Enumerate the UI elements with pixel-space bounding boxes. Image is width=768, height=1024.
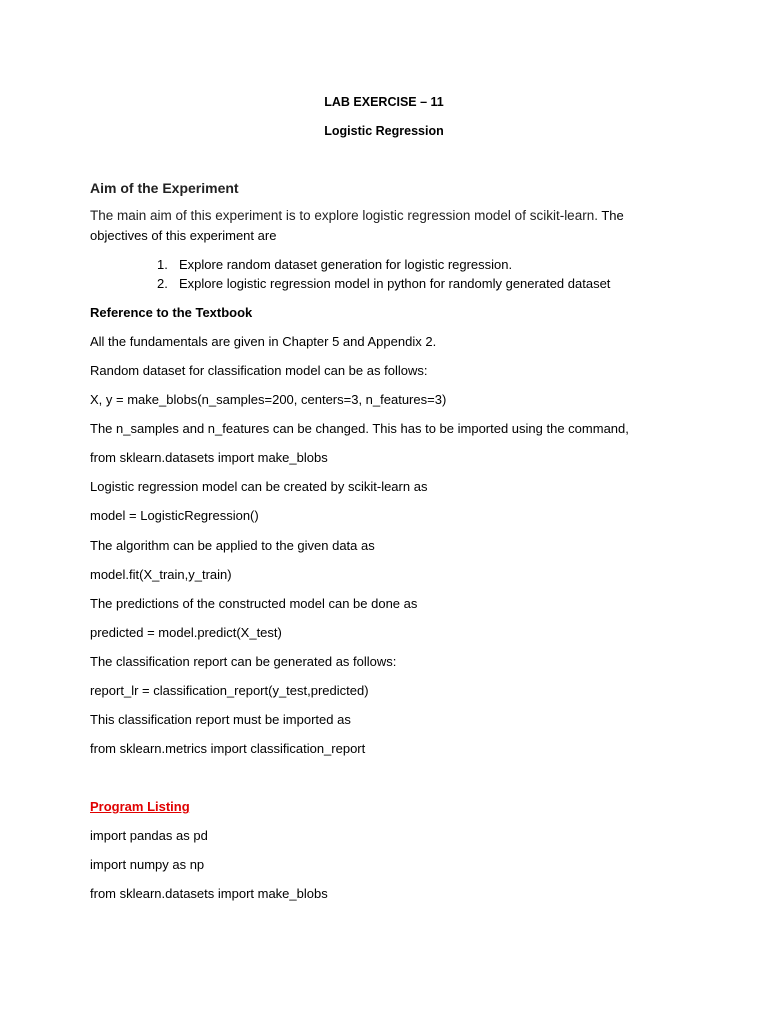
reference-line: Random dataset for classification model can be as follows:	[90, 363, 428, 378]
objective-text: Explore logistic regression model in python for randomly generated dataset	[179, 276, 611, 291]
program-listing-heading: Program Listing	[90, 799, 190, 814]
aim-paragraph-line1	[90, 208, 624, 224]
reference-line: Logistic regression model can be created by scikit-learn as	[90, 479, 428, 494]
reference-line: All the fundamentals are given in Chapter 5 and Appendix 2.	[90, 334, 437, 349]
reference-line: This classification report must be imported as	[90, 712, 351, 727]
reference-heading: Reference to the Textbook	[90, 305, 253, 320]
objective-item-2	[157, 276, 610, 292]
reference-line: The n_samples and n_features can be changed. This has to be imported using the command,	[90, 421, 629, 436]
objective-item-1	[157, 257, 512, 273]
objective-text: Explore random dataset generation for logistic regression.	[179, 257, 513, 272]
code-line: predicted = model.predict(X_test)	[90, 625, 282, 640]
code-line: report_lr = classification_report(y_test,predicted)	[90, 683, 369, 698]
code-line: from sklearn.datasets import make_blobs	[90, 886, 328, 901]
code-line: from sklearn.metrics import classification_report	[90, 741, 366, 756]
code-line: import numpy as np	[90, 857, 205, 872]
code-line: model.fit(X_train,y_train)	[90, 567, 232, 582]
reference-line: The algorithm can be applied to the given data as	[90, 538, 375, 553]
aim-heading: Aim of the Experiment	[90, 180, 239, 196]
aim-text-part1: The main aim of this experiment is to explore logistic regression model of scikit-learn.	[90, 208, 598, 223]
topic-title: Logistic Regression	[324, 124, 444, 138]
objective-number: 2.	[157, 276, 168, 291]
code-line: X, y = make_blobs(n_samples=200, centers=3, n_features=3)	[90, 392, 447, 407]
reference-line: The classification report can be generated as follows:	[90, 654, 397, 669]
code-line: from sklearn.datasets import make_blobs	[90, 450, 328, 465]
exercise-title: LAB EXERCISE – 11	[324, 95, 444, 109]
reference-line: The predictions of the constructed model can be done as	[90, 596, 418, 611]
objective-number: 1.	[157, 257, 168, 272]
aim-paragraph-line2: objectives of this experiment are	[90, 228, 277, 243]
code-line: model = LogisticRegression()	[90, 508, 259, 523]
code-line: import pandas as pd	[90, 828, 208, 843]
aim-text-part2: The	[597, 208, 624, 223]
